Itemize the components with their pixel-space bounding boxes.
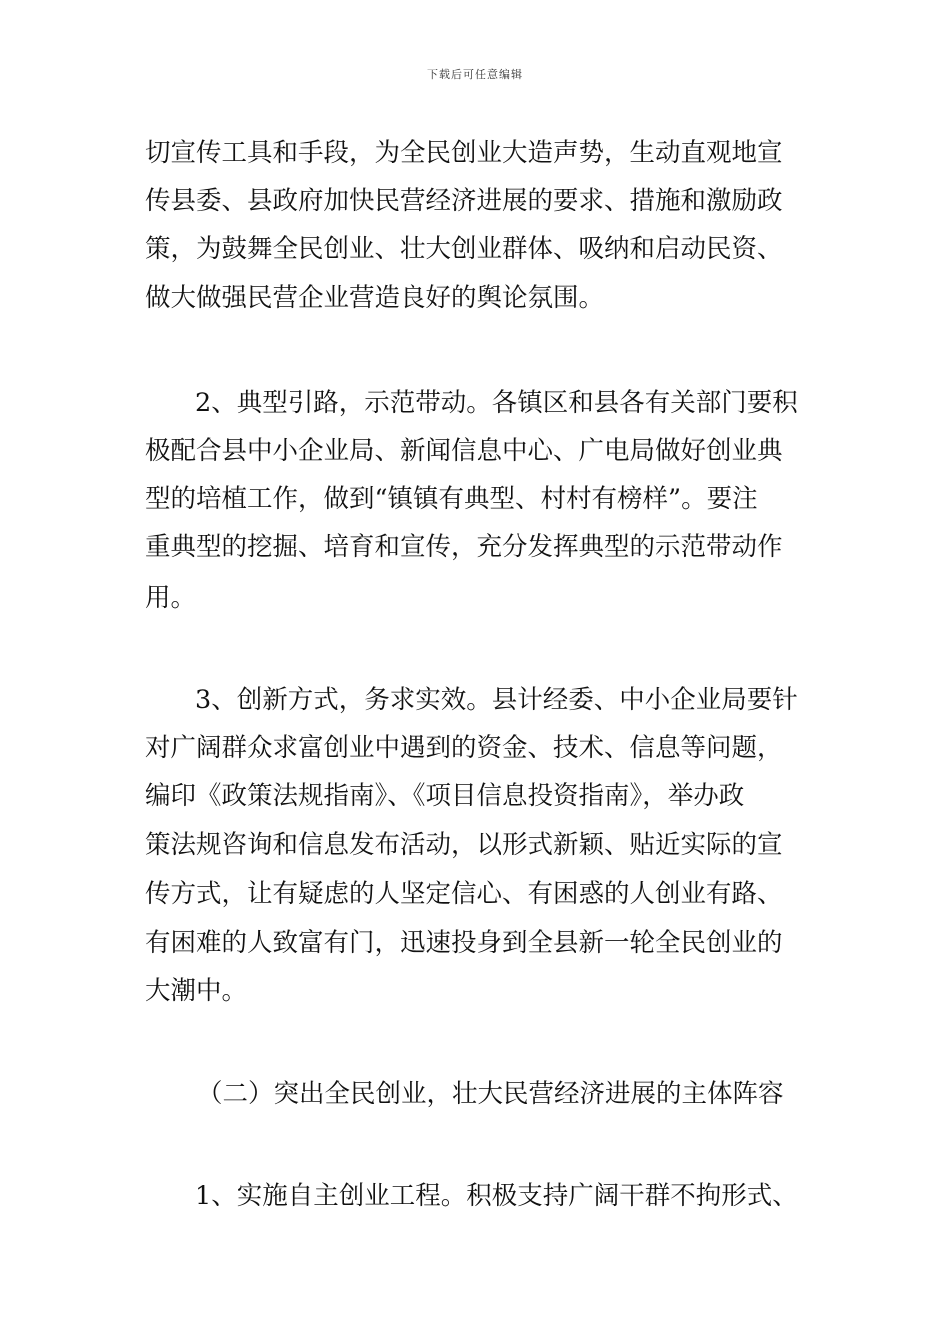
paragraph-line: 策法规咨询和信息发布活动，以形式新颖、贴近实际的宣 [145, 830, 783, 860]
paragraph-line: 2、典型引路，示范带动。各镇区和县各有关部门要积 [195, 388, 798, 418]
paragraph-line: 型的培植工作，做到“镇镇有典型、村村有榜样”。要注 [145, 484, 758, 514]
paragraph-line: 1、实施自主创业工程。积极支持广阔干群不拘形式、 [195, 1181, 798, 1211]
paragraph-line: 对广阔群众求富创业中遇到的资金、技术、信息等问题， [145, 733, 783, 763]
paragraph-line: 编印《政策法规指南》、《项目信息投资指南》，举办政 [145, 781, 745, 811]
paragraph-line: 极配合县中小企业局、新闻信息中心、广电局做好创业典 [145, 436, 783, 466]
section-heading: （二）突出全民创业，壮大民营经济进展的主体阵容 [197, 1079, 784, 1109]
paragraph-line: 用。 [145, 583, 197, 613]
page-header: 下载后可任意编辑 [427, 68, 523, 81]
paragraph-line: 切宣传工具和手段，为全民创业大造声势，生动直观地宣 [145, 138, 783, 168]
paragraph-line: 3、创新方式，务求实效。县计经委、中小企业局要针 [195, 685, 798, 715]
paragraph-line: 大潮中。 [145, 976, 248, 1006]
paragraph-line: 策，为鼓舞全民创业、壮大创业群体、吸纳和启动民资、 [145, 234, 783, 264]
paragraph-line: 做大做强民营企业营造良好的舆论氛围。 [145, 283, 605, 313]
paragraph-line: 传县委、县政府加快民营经济进展的要求、措施和激励政 [145, 186, 783, 216]
paragraph-line: 传方式，让有疑虑的人坚定信心、有困惑的人创业有路、 [145, 879, 783, 909]
paragraph-line: 有困难的人致富有门，迅速投身到全县新一轮全民创业的 [145, 928, 783, 958]
paragraph-line: 重典型的挖掘、培育和宣传，充分发挥典型的示范带动作 [145, 532, 783, 562]
